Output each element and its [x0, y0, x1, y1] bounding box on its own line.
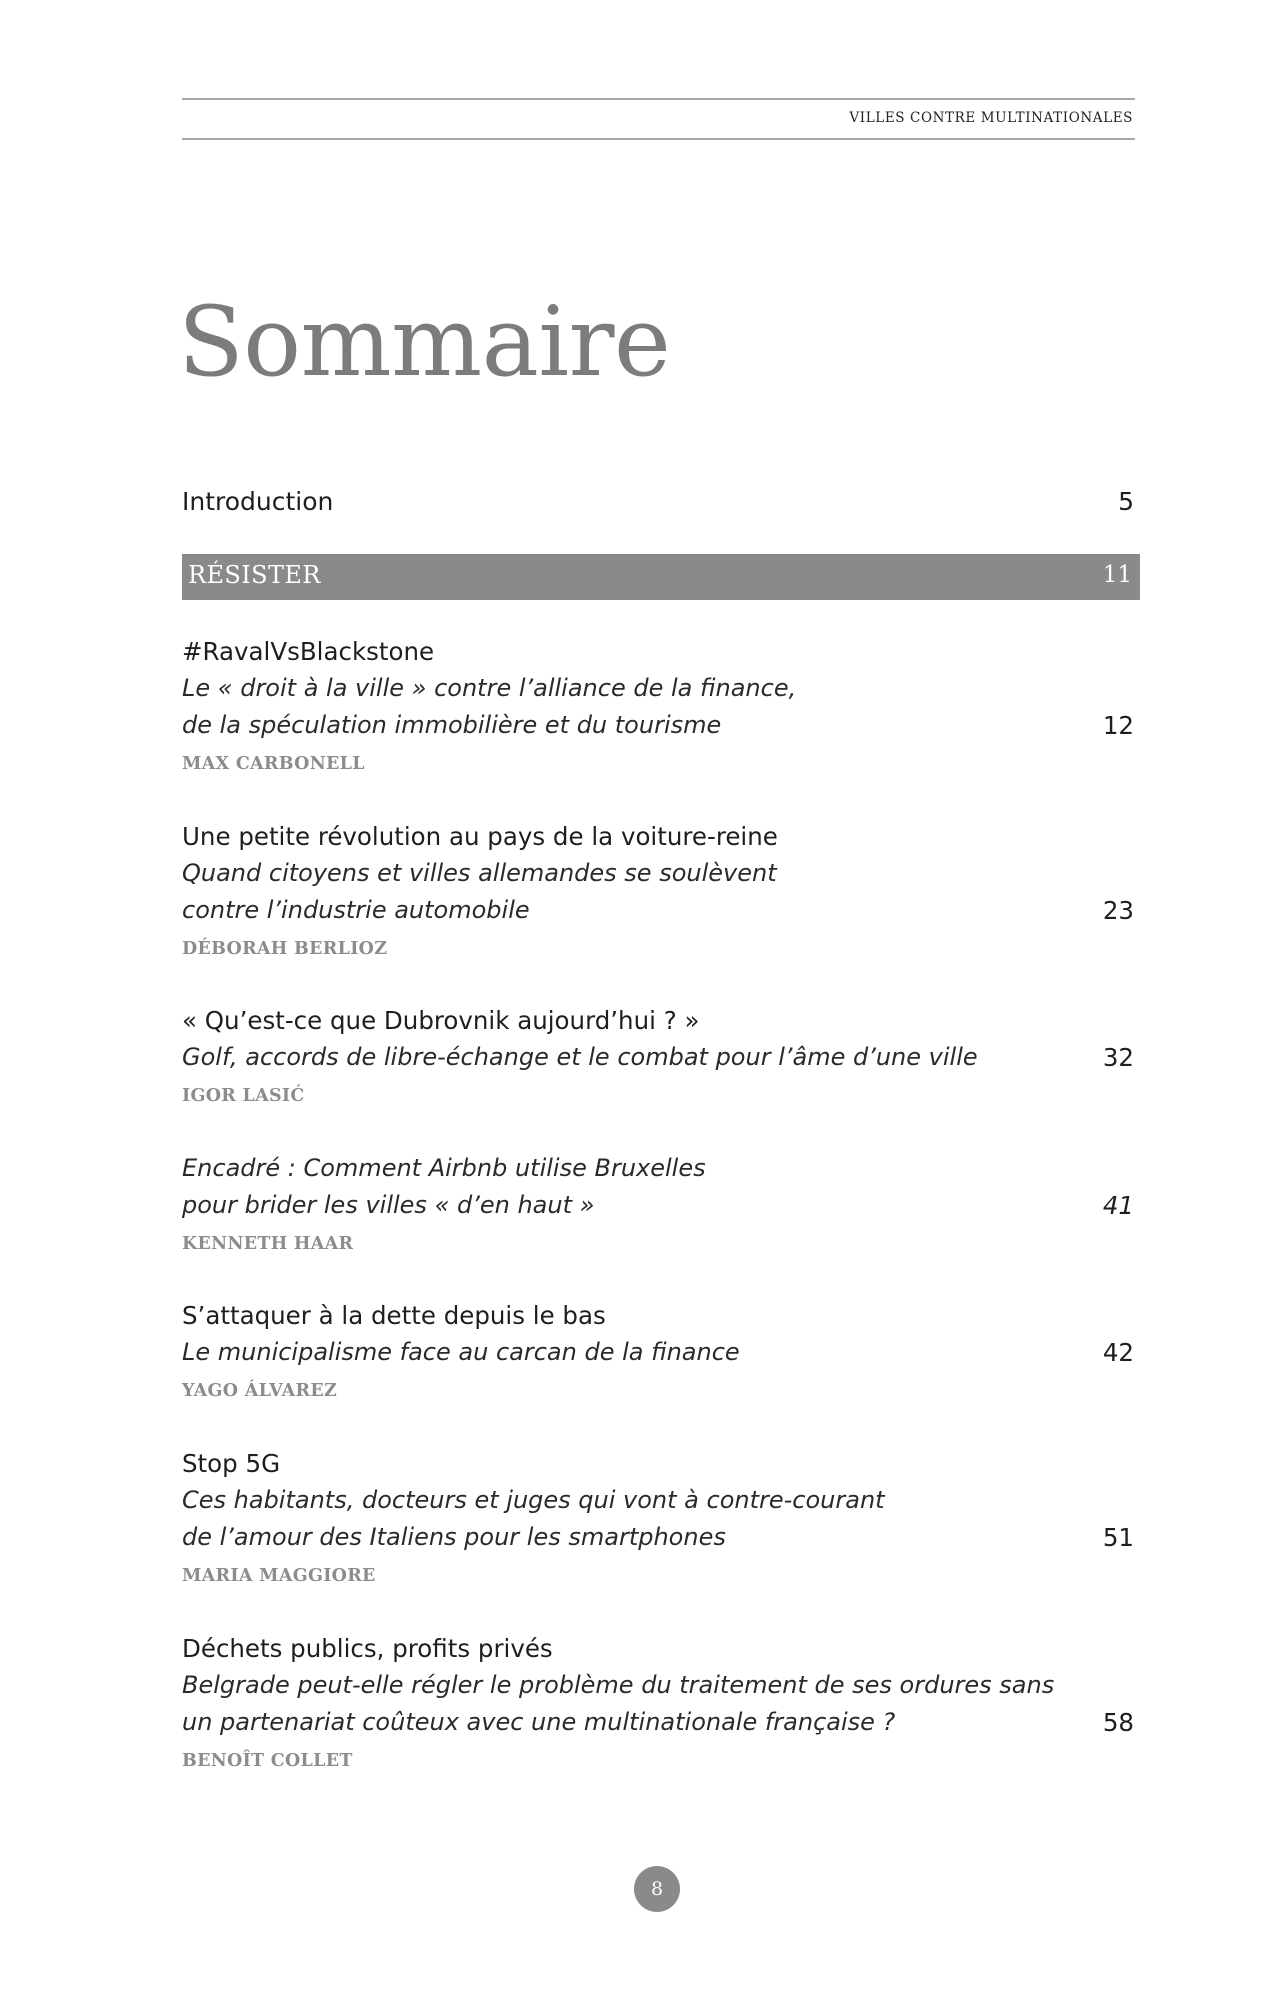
- toc-entry-subtitle-line: Encadré : Comment Airbnb utilise Bruxelles: [182, 1154, 706, 1182]
- toc-entry-subtitle-line: Le municipalisme face au carcan de la finance: [182, 1338, 740, 1366]
- toc-entry-subtitle-line: pour brider les villes « d’en haut »: [182, 1191, 595, 1219]
- toc-entry-title: #RavalVsBlackstone: [182, 637, 435, 666]
- page-number-badge: 8: [634, 1866, 680, 1912]
- toc-intro-label: Introduction: [182, 487, 334, 516]
- section-heading-bar[interactable]: [182, 554, 1140, 600]
- toc-entry-title: Une petite révolution au pays de la voiture-reine: [182, 822, 778, 851]
- toc-entry-author: DÉBORAH BERLIOZ: [182, 939, 388, 959]
- toc-entry-subtitle-line: Ces habitants, docteurs et juges qui vont à contre-courant: [182, 1486, 885, 1514]
- toc-entry-title: S’attaquer à la dette depuis le bas: [182, 1301, 606, 1330]
- toc-entry-author: BENOÎT COLLET: [182, 1751, 353, 1771]
- toc-entry-voiture-reine[interactable]: [182, 818, 1134, 961]
- toc-entry-page: 23: [1102, 896, 1134, 925]
- running-head: [182, 98, 1135, 140]
- toc-entry-page: 58: [1102, 1708, 1134, 1737]
- toc-intro-page: 5: [1118, 487, 1134, 516]
- toc-entry-author: IGOR LASIĆ: [182, 1086, 305, 1106]
- toc-entry-subtitle-line: Golf, accords de libre-échange et le combat pour l’âme d’une ville: [182, 1043, 978, 1071]
- toc-entry-stop-5g[interactable]: [182, 1445, 1134, 1588]
- toc-entry-subtitle-line: Le « droit à la ville » contre l’alliance de la finance,: [182, 674, 797, 702]
- toc-entry-dechets[interactable]: [182, 1630, 1134, 1773]
- toc-entry-subtitle-line: Quand citoyens et villes allemandes se soulèvent: [182, 859, 777, 887]
- toc-entry-page: 32: [1102, 1043, 1134, 1072]
- toc-entry-title: « Qu’est-ce que Dubrovnik aujourd’hui ? »: [182, 1006, 700, 1035]
- toc-entry-subtitle-line: un partenariat coûteux avec une multinationale française ?: [182, 1708, 896, 1736]
- toc-entry-subtitle-line: de la spéculation immobilière et du tourisme: [182, 711, 722, 739]
- toc-entry-page: 51: [1102, 1523, 1134, 1552]
- toc-entry-raval[interactable]: [182, 633, 1134, 776]
- section-heading-label: RÉSISTER: [188, 561, 321, 589]
- toc-entry-subtitle-line: Belgrade peut-elle régler le problème du traitement de ses ordures sans: [182, 1671, 1055, 1699]
- toc-entry-subtitle-line: contre l’industrie automobile: [182, 896, 530, 924]
- toc-entry-subtitle-line: de l’amour des Italiens pour les smartphones: [182, 1523, 726, 1551]
- toc-intro-row[interactable]: [182, 487, 1134, 521]
- toc-entry-title: Déchets publics, profits privés: [182, 1634, 553, 1663]
- section-heading-page: 11: [1102, 562, 1132, 588]
- toc-entry-author: MARIA MAGGIORE: [182, 1566, 376, 1586]
- toc-entry-airbnb[interactable]: [182, 1150, 1134, 1256]
- toc-entry-dette[interactable]: [182, 1297, 1134, 1403]
- toc-entry-page: 12: [1102, 711, 1134, 740]
- toc-entry-author: MAX CARBONELL: [182, 754, 365, 774]
- toc-entry-author: YAGO ÁLVAREZ: [182, 1381, 338, 1401]
- toc-entry-title: Stop 5G: [182, 1449, 281, 1478]
- toc-entry-page: 42: [1102, 1338, 1134, 1367]
- toc-entry-dubrovnik[interactable]: [182, 1002, 1134, 1108]
- running-head-text: VILLES CONTRE MULTINATIONALES: [849, 110, 1133, 126]
- page-title: Sommaire: [178, 286, 671, 398]
- toc-entry-author: KENNETH HAAR: [182, 1234, 354, 1254]
- toc-entry-page: 41: [1102, 1191, 1134, 1220]
